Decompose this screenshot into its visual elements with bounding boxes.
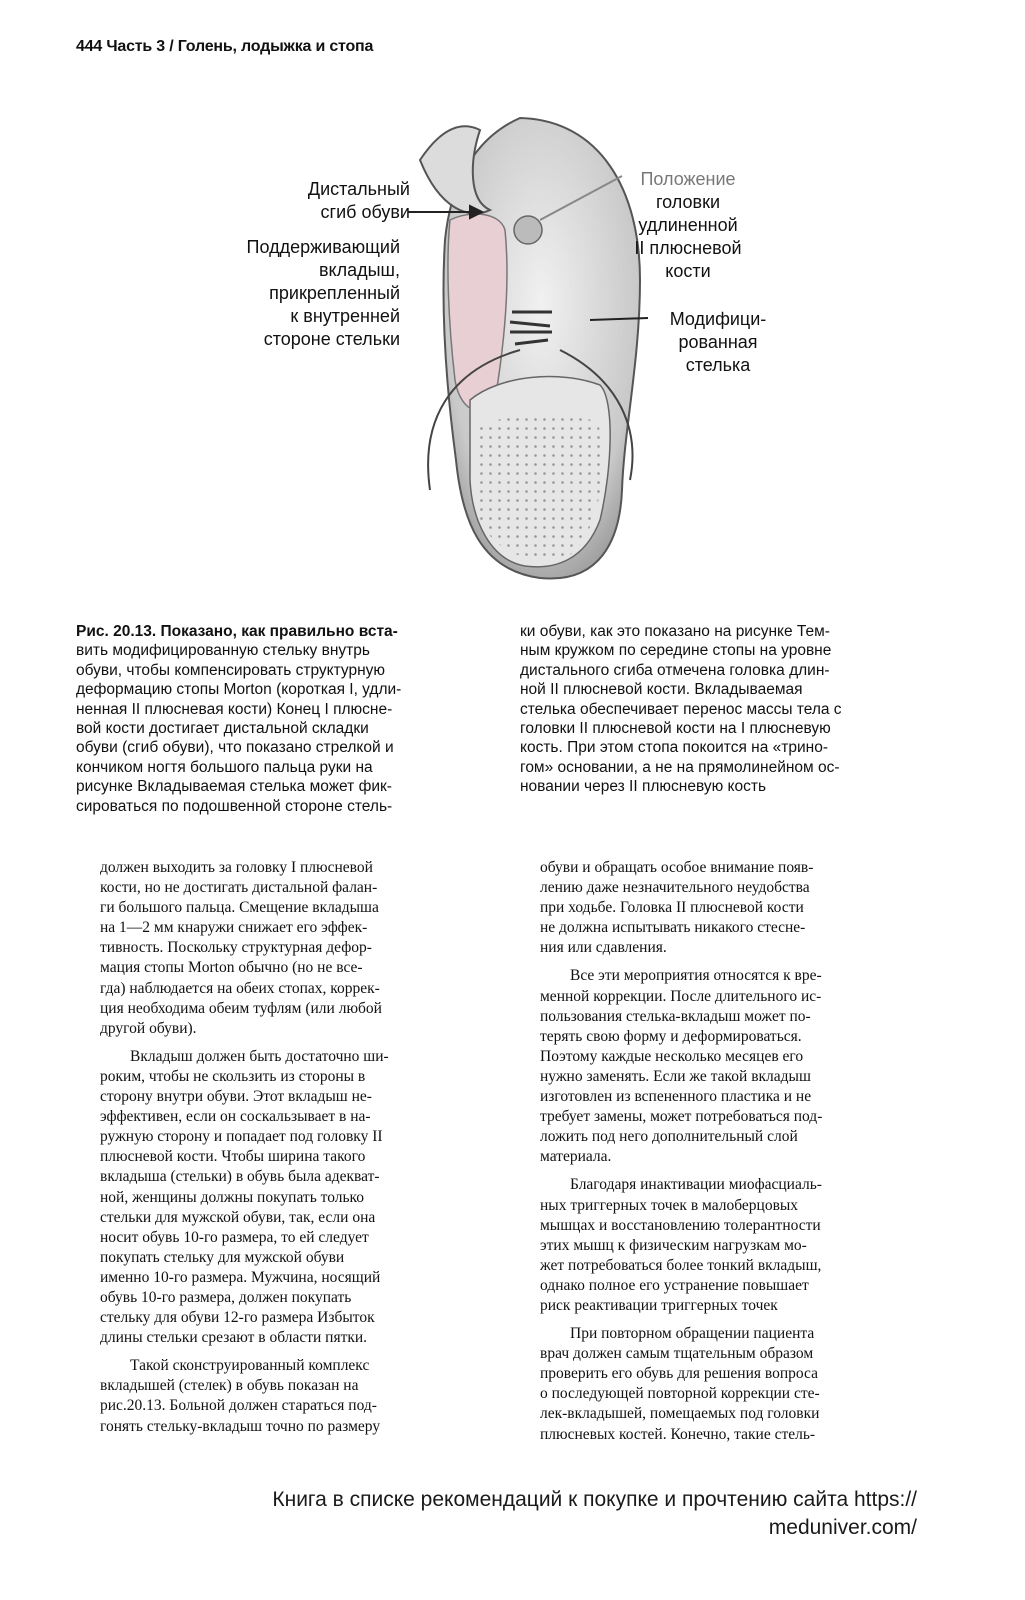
caption-line: стелька обеспечивает перенос массы тела с <box>520 700 842 718</box>
caption-line: ненная II плюсневая кости) Конец I плюсне- <box>76 700 393 718</box>
text-line: другой обуви). <box>100 1019 197 1037</box>
shoe-illustration <box>0 100 1025 620</box>
label-line: вкладыш, <box>318 260 400 280</box>
text-line: тивность. Поскольку структурная дефор- <box>100 939 372 957</box>
text-line: этих мышц к физическим нагрузкам мо- <box>540 1236 807 1254</box>
text-line: ния или сдавления. <box>540 939 667 957</box>
text-line: Все эти мероприятия относятся к вре- <box>570 967 822 985</box>
label-line: Положение <box>640 169 736 189</box>
label-metatarsal-head <box>618 168 758 283</box>
text-line: ружную сторону и попадает под головку II <box>100 1128 383 1146</box>
text-line: однако полное его устранение повышает <box>540 1276 809 1294</box>
text-line: При повторном обращении пациента <box>570 1325 815 1343</box>
text-line: кости, но не достигать дистальной фалан- <box>100 879 378 897</box>
label-line: головки <box>656 192 720 212</box>
text-line: Вкладыш должен быть достаточно ши- <box>130 1047 389 1065</box>
text-line: именно 10-го размера. Мужчина, носящий <box>100 1268 381 1286</box>
text-line: требует замены, может потребоваться под- <box>540 1108 823 1126</box>
text-line: при ходьбе. Головка II плюсневой кости <box>540 899 804 917</box>
caption-line: деформацию стопы Morton (короткая I, удли- <box>76 681 402 699</box>
text-line: плюсневой кости. Чтобы ширина такого <box>100 1148 366 1166</box>
label-line: прикрепленный <box>269 283 400 303</box>
text-line: риск реактивации триггерных точек <box>540 1296 778 1314</box>
text-line: не должна испытывать никакого стесне- <box>540 919 806 937</box>
text-line: мышцах и восстановлению толерантности <box>540 1216 821 1234</box>
text-line: материала. <box>540 1148 612 1166</box>
label-line: Дистальный <box>307 179 410 199</box>
caption-line: ной II плюсневой кости. Вкладываемая <box>520 681 803 699</box>
text-line: врач должен самым тщательным образом <box>540 1345 814 1363</box>
label-line: удлиненной <box>638 215 738 235</box>
text-line: обуви и обращать особое внимание появ- <box>540 859 814 876</box>
text-line: роким, чтобы не скользить из стороны в <box>100 1067 366 1085</box>
text-line: плюсневых костей. Конечно, такие стель- <box>540 1425 816 1443</box>
text-line: длины стельки срезают в области пятки. <box>100 1329 368 1347</box>
shoe-figure <box>0 100 1025 620</box>
text-line: Поэтому каждые несколько месяцев его <box>540 1047 804 1065</box>
text-line: должен выходить за головку I плюсневой <box>100 859 373 876</box>
label-line: Поддерживающий <box>246 237 400 257</box>
text-line: мация стопы Morton обычно (но не все- <box>100 959 363 977</box>
caption-line: головки II плюсневой кости на I плюсневую <box>520 720 831 738</box>
watermark-footer <box>272 1486 917 1542</box>
text-line: изготовлен из вспененного пластика и не <box>540 1088 812 1106</box>
caption-left <box>76 622 496 816</box>
caption-line: новании через II плюсневую кость <box>520 778 767 796</box>
text-line: носит обувь 10-го размера, то ей следует <box>100 1228 369 1246</box>
label-modified-insole <box>648 308 788 377</box>
text-line: Такой сконструированный комплекс <box>130 1357 370 1375</box>
paragraph <box>100 858 500 1039</box>
body-left-column <box>100 858 500 1437</box>
text-line: ги большого пальца. Смещение вкладыша <box>100 899 379 917</box>
footer-line-1: Книга в списке рекомендаций к покупке и прочтению сайта https:// <box>272 1488 917 1511</box>
body-right-column <box>540 858 940 1445</box>
caption-line: ки обуви, как это показано на рисунке Тем- <box>520 623 830 640</box>
paragraph <box>540 1324 940 1445</box>
label-line: Модифици- <box>669 309 767 329</box>
text-line: на 1—2 мм кнаружи снижает его эффек- <box>100 919 368 937</box>
caption-line: ным кружком по середине стопы на уровне <box>520 642 832 660</box>
label-line: стороне стельки <box>263 329 400 349</box>
label-line: II плюсневой <box>634 238 742 258</box>
caption-line: обуви (сгиб обуви), что показано стрелкой и <box>76 739 394 757</box>
text-line: гонять стельку-вкладыш точно по размеру <box>100 1417 381 1435</box>
text-line: вкладышей (стелек) в обувь показан на <box>100 1377 359 1395</box>
text-line: покупать стельку для мужской обуви <box>100 1248 345 1266</box>
paragraph <box>540 1175 940 1316</box>
paragraph <box>100 1047 500 1348</box>
text-line: гда) наблюдается на обеих стопах, коррек- <box>100 979 380 997</box>
caption-line: Рис. 20.13. Показано, как правильно вста- <box>76 623 398 640</box>
text-line: вкладыша (стельки) в обувь была адекват- <box>100 1168 380 1186</box>
text-line: ция необходима обеим туфлям (или любой <box>100 999 382 1017</box>
label-line: рованная <box>678 332 758 352</box>
label-distal-fold <box>250 178 410 224</box>
text-line: эффективен, если он соскальзывает в на- <box>100 1108 371 1126</box>
metatarsal-head-circle <box>514 216 542 244</box>
caption-line: обуви, чтобы компенсировать структурную <box>76 661 386 679</box>
label-support-insert <box>200 236 400 351</box>
text-line: терять свою форму и деформироваться. <box>540 1027 802 1045</box>
text-line: менной коррекции. После длительного ис- <box>540 987 822 1005</box>
caption-line: дистального сгиба отмечена головка длин- <box>520 661 830 679</box>
text-line: стельки для мужской обуви, так, если она <box>100 1208 376 1226</box>
label-line: к внутренней <box>290 306 400 326</box>
text-line: ной, женщины должны покупать только <box>100 1188 365 1206</box>
paragraph <box>540 858 940 958</box>
text-line: обувь 10-го размера, должен покупать <box>100 1288 352 1306</box>
text-line: лек-вкладышей, помещаемых под головки <box>540 1405 820 1423</box>
paragraph <box>540 966 940 1167</box>
text-line: ных триггерных точек в малоберцовых <box>540 1196 799 1214</box>
text-line: Благодаря инактивации миофасциаль- <box>570 1176 822 1194</box>
caption-line: вить модифицированную стельку внутрь <box>76 642 370 660</box>
text-line: рис.20.13. Больной должен стараться под- <box>100 1397 377 1415</box>
text-line: о последующей повторной коррекции сте- <box>540 1385 820 1403</box>
label-line: сгиб обуви <box>320 202 410 222</box>
caption-right <box>520 622 930 797</box>
footer-link[interactable]: meduniver.com/ <box>768 1516 917 1539</box>
text-line: ложить под него дополнительный слой <box>540 1128 798 1146</box>
text-line: пользования стелька-вкладыш может по- <box>540 1007 811 1025</box>
text-line: проверить его обувь для решения вопроса <box>540 1365 818 1383</box>
caption-line: кончиком ногтя большого пальца руки на <box>76 758 373 776</box>
text-line: жет потребоваться более тонкий вкладыш, <box>540 1256 822 1274</box>
caption-line: гом» основании, а не на прямолинейном ос- <box>520 758 840 776</box>
page-header: 444 Часть 3 / Голень, лодыжка и стопа <box>76 38 374 55</box>
caption-line: сироваться по подошвенной стороне стель- <box>76 797 393 815</box>
label-line: стелька <box>685 355 751 375</box>
paragraph <box>100 1356 500 1436</box>
support-insert <box>448 214 507 410</box>
text-line: сторону внутри обуви. Этот вкладыш не- <box>100 1088 372 1106</box>
text-line: стельку для обуви 12-го размера Избыток <box>100 1309 375 1327</box>
caption-line: кость. При этом стопа покоится на «трино- <box>520 739 828 757</box>
caption-line: рисунке Вкладываемая стелька может фик- <box>76 778 392 796</box>
caption-line: вой кости достигает дистальной складки <box>76 720 369 738</box>
label-line: кости <box>665 261 711 281</box>
text-line: лению даже незначительного неудобства <box>540 879 810 897</box>
text-line: нужно заменять. Если же такой вкладыш <box>540 1067 811 1085</box>
